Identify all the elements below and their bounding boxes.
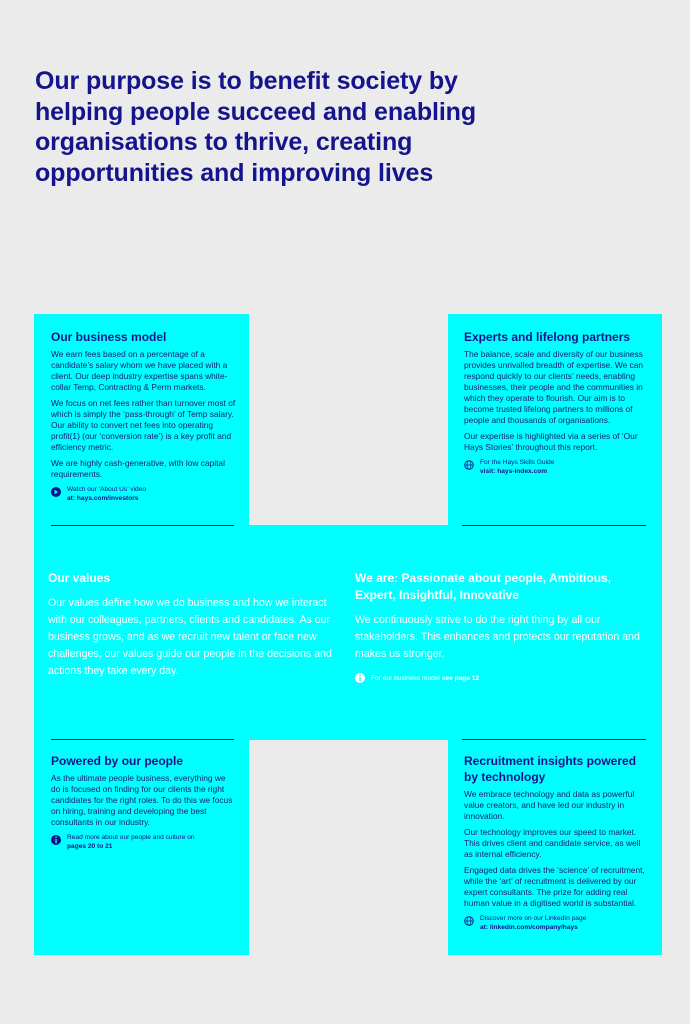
- business-model-para-1: We earn fees based on a percentage of a candidate’s salary whom we have placed with a client. Our deep industry expertise spans white-collar Temp, Contracting & Perm markets.: [51, 349, 228, 392]
- purpose-headline: Our purpose is to benefit society by helping people succeed and enabling organisations to thrive, creating opportunities and improving lives: [35, 67, 477, 187]
- divider-bottom-right: [462, 739, 646, 740]
- business-model-title: Our business model: [51, 330, 167, 344]
- people-link-label: Read more about our people and culture on: [67, 834, 195, 841]
- insights-para-1: We embrace technology and data as powerful value creators, and have led our industry in innovation.: [464, 789, 635, 821]
- people-link[interactable]: [51, 833, 236, 851]
- we-are-link[interactable]: [355, 673, 645, 683]
- insights-title: Recruitment insights powered by technology: [464, 754, 637, 784]
- experts-link-target[interactable]: visit: hays-index.com: [480, 468, 548, 475]
- insights-link-target[interactable]: at: linkedin.com/company/hays: [480, 924, 578, 931]
- people-para-1: As the ultimate people business, everything we do is focused on finding for our clients the right candidates for the right roles. To do this we focus on hiring, training and developing the best consultants in our industry.: [51, 773, 233, 827]
- business-model-para-3: We are highly cash-generative, with low capital requirements.: [51, 458, 225, 479]
- divider-top-left: [51, 525, 234, 526]
- business-model-link-label: Watch our ‘About Us’ video: [67, 486, 147, 493]
- people-card: [51, 753, 236, 851]
- experts-para-1: The balance, scale and diversity of our business provides unrivalled breadth of expertise. We can respond quickly to our clients’ needs, enabling businesses, their people and the communities in which they operate to flourish. Our aim is to become trusted lifelong partners to millions of people and thousands of organisations.: [464, 349, 644, 425]
- we-are-block: [355, 570, 645, 683]
- experts-title: Experts and lifelong partners: [464, 330, 631, 344]
- business-model-link-target[interactable]: at: hays.com/investors: [67, 495, 139, 502]
- experts-link[interactable]: [464, 458, 649, 476]
- we-are-link-target[interactable]: see page 12: [441, 674, 480, 682]
- experts-para-2: Our expertise is highlighted via a series of ‘Our Hays Stories’ throughout this report.: [464, 431, 638, 452]
- we-are-link-label: For our business model: [371, 674, 440, 682]
- business-model-card: [51, 329, 236, 503]
- insights-para-2: Our technology improves our speed to market. This drives client and candidate service, as well as internal efficiency.: [464, 827, 641, 859]
- we-are-body: We continuously strive to do the right thing by all our stakeholders. This enhances and protects our reputation and makes us stronger.: [355, 614, 640, 660]
- people-link-target[interactable]: pages 20 to 21: [67, 843, 113, 850]
- insights-link[interactable]: [464, 914, 649, 932]
- values-title: Our values: [48, 571, 111, 585]
- info-icon: [355, 673, 365, 683]
- experts-card: [464, 329, 649, 476]
- play-icon: [51, 487, 61, 497]
- insights-card: [464, 753, 649, 932]
- values-block: [48, 570, 333, 680]
- business-model-link[interactable]: [51, 485, 236, 503]
- business-model-para-2: We focus on net fees rather than turnover most of which is simply the ‘pass-through’ of Temp salary. Our ability to convert net fees into operating profit(1) (our ‘conversion rate’) is a key profit and efficiency metric.: [51, 398, 236, 452]
- globe-icon: [464, 460, 474, 470]
- divider-top-right: [462, 525, 646, 526]
- people-title: Powered by our people: [51, 754, 184, 768]
- we-are-title: We are: Passionate about people, Ambitious, Expert, Insightful, Innovative: [355, 571, 612, 602]
- divider-bottom-left: [51, 739, 234, 740]
- globe-icon: [464, 916, 474, 926]
- experts-link-label: For the Hays Skills Guide: [480, 459, 555, 466]
- insights-para-3: Engaged data drives the ‘science’ of recruitment, while the ‘art’ of recruitment is delivered by our expert consultants. The prize for adding real human value in a digitised world is substantial.: [464, 865, 645, 908]
- values-body: Our values define how we do business and how we interact with our colleagues, partners, clients and candidates. As our business grows, and as we recruit new talent or face new challenges, our values guide our people in the decisions and actions they take every day.: [48, 597, 332, 677]
- info-icon: [51, 835, 61, 845]
- insights-link-label: Discover more on our LinkedIn page: [480, 915, 587, 922]
